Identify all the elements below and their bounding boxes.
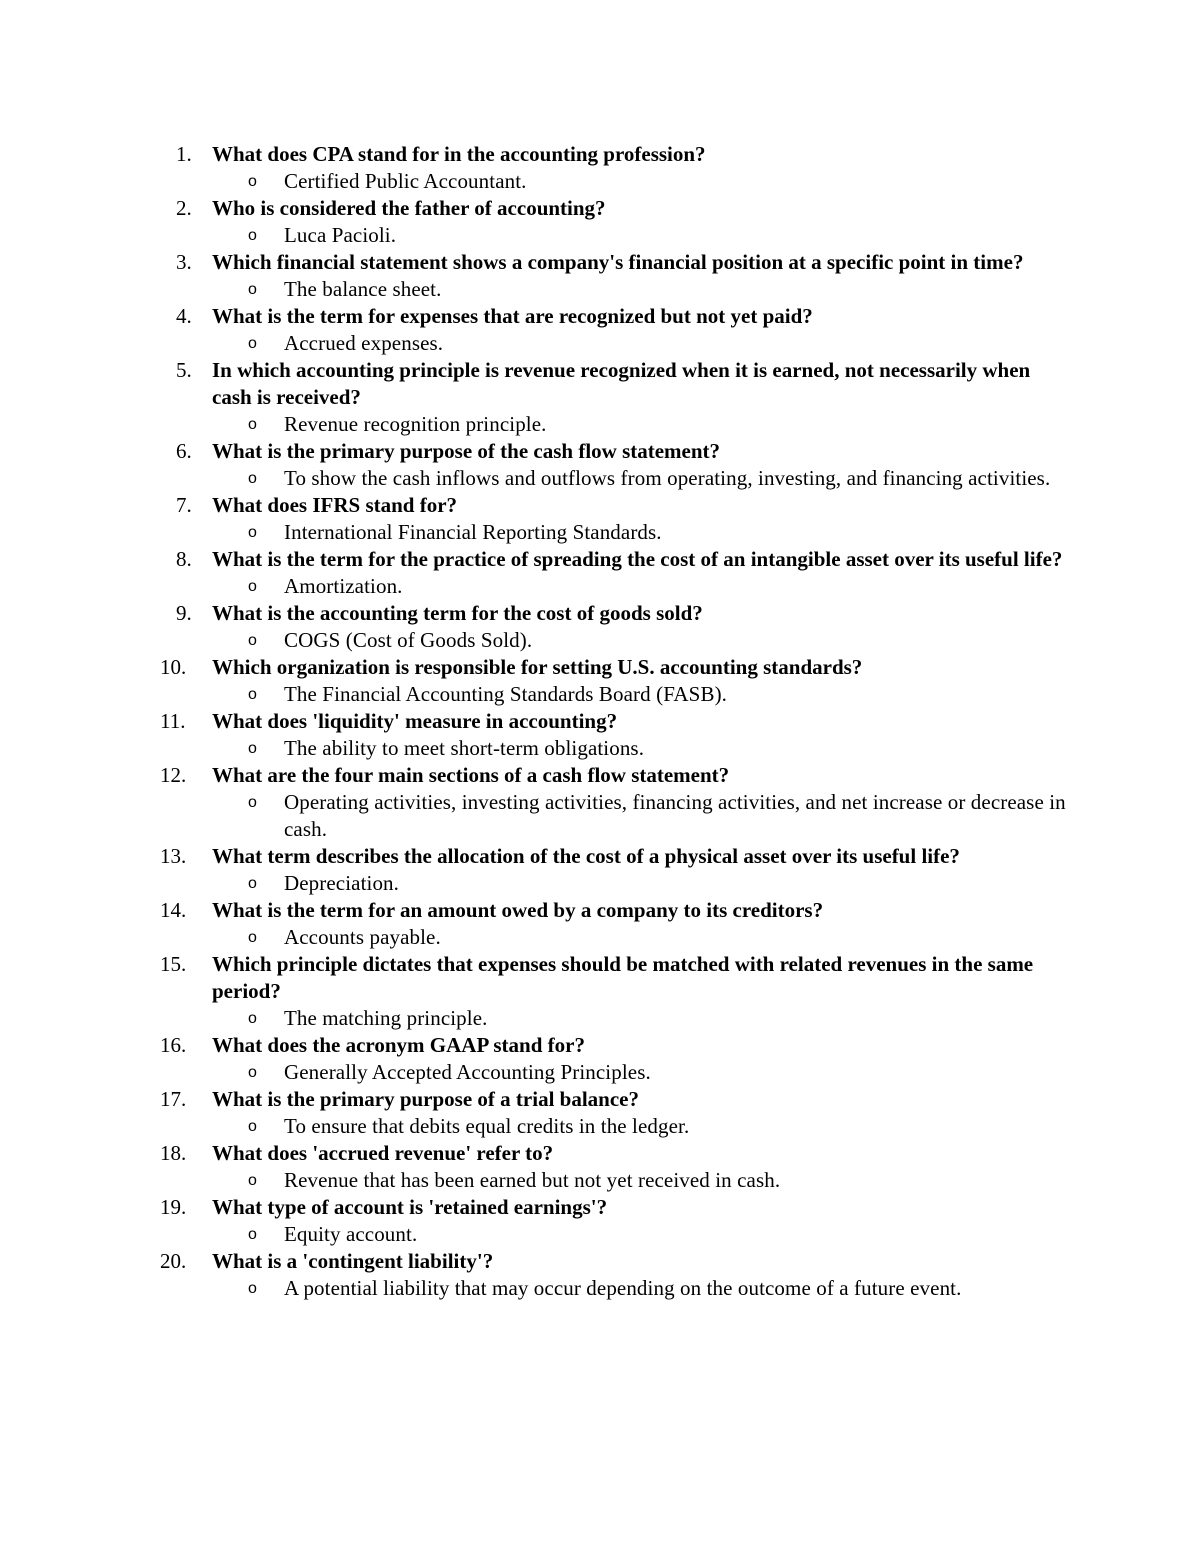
answer-text: Revenue that has been earned but not yet received in cash. — [284, 1168, 781, 1192]
answer-row — [160, 222, 1070, 249]
answer-bullet: o — [248, 1010, 257, 1027]
question-row — [160, 1140, 1070, 1167]
answer-row — [160, 519, 1070, 546]
question-text: What is the term for expenses that are recognized but not yet paid? — [212, 304, 813, 328]
question-row — [160, 141, 1070, 168]
question-number — [160, 1086, 212, 1113]
question-row — [160, 1248, 1070, 1275]
question-row — [160, 600, 1070, 627]
question-text: What does IFRS stand for? — [212, 493, 458, 517]
question-number — [160, 249, 212, 276]
answer-bullet: o — [248, 686, 257, 703]
question-text: Which organization is responsible for setting U.S. accounting standards? — [212, 655, 863, 679]
question-number — [160, 654, 212, 681]
answer-text: COGS (Cost of Goods Sold). — [284, 628, 533, 652]
list-item — [160, 303, 1070, 357]
answer-text: Certified Public Accountant. — [284, 169, 527, 193]
question-row — [160, 1194, 1070, 1221]
question-number-label: 19. — [160, 1195, 187, 1219]
question-number-label: 17. — [160, 1087, 187, 1111]
answer-text: Equity account. — [284, 1222, 418, 1246]
question-row — [160, 546, 1070, 573]
answer-text: Amortization. — [284, 574, 403, 598]
question-number — [160, 438, 212, 465]
question-number-label: 3. — [176, 250, 192, 274]
question-row — [160, 492, 1070, 519]
question-number-label: 20. — [160, 1249, 187, 1273]
answer-text: The Financial Accounting Standards Board (FASB). — [284, 682, 728, 706]
answer-text: The matching principle. — [284, 1006, 488, 1030]
question-number-label: 13. — [160, 844, 187, 868]
answer-row — [160, 1113, 1070, 1140]
question-number — [160, 1140, 212, 1167]
question-text: What is the accounting term for the cost of goods sold? — [212, 601, 703, 625]
question-text: What type of account is 'retained earnings'? — [212, 1195, 608, 1219]
question-text: In which accounting principle is revenue recognized when it is earned, not necessarily when cash is received? — [212, 358, 1031, 409]
question-text: What are the four main sections of a cash flow statement? — [212, 763, 730, 787]
question-text: Which financial statement shows a company's financial position at a specific point in time? — [212, 250, 1024, 274]
list-item — [160, 249, 1070, 303]
question-answer-list — [160, 141, 1070, 1302]
answer-bullet: o — [248, 1118, 257, 1135]
answer-text: Depreciation. — [284, 871, 399, 895]
answer-text: Accounts payable. — [284, 925, 441, 949]
list-item — [160, 951, 1070, 1032]
question-row — [160, 303, 1070, 330]
question-text: What does CPA stand for in the accounting profession? — [212, 142, 706, 166]
answer-row — [160, 1221, 1070, 1248]
answer-text: The ability to meet short-term obligations. — [284, 736, 645, 760]
answer-bullet: o — [248, 1172, 257, 1189]
question-number — [160, 897, 212, 924]
question-number — [160, 1032, 212, 1059]
answer-text: Luca Pacioli. — [284, 223, 397, 247]
list-item — [160, 195, 1070, 249]
answer-row — [160, 789, 1070, 843]
answer-text: Generally Accepted Accounting Principles. — [284, 1060, 651, 1084]
question-number — [160, 546, 212, 573]
question-text: What is the primary purpose of the cash flow statement? — [212, 439, 721, 463]
list-item — [160, 1248, 1070, 1302]
question-number-label: 8. — [176, 547, 192, 571]
question-number — [160, 1248, 212, 1275]
question-text: What is the term for an amount owed by a company to its creditors? — [212, 898, 824, 922]
question-row — [160, 1086, 1070, 1113]
question-text: What is a 'contingent liability'? — [212, 1249, 494, 1273]
answer-bullet: o — [248, 1064, 257, 1081]
answer-text: Accrued expenses. — [284, 331, 444, 355]
question-number — [160, 708, 212, 735]
answer-bullet: o — [248, 578, 257, 595]
list-item — [160, 492, 1070, 546]
list-item — [160, 897, 1070, 951]
question-row — [160, 195, 1070, 222]
list-item — [160, 708, 1070, 762]
list-item — [160, 762, 1070, 843]
question-row — [160, 897, 1070, 924]
question-row — [160, 843, 1070, 870]
list-item — [160, 600, 1070, 654]
question-number-label: 5. — [176, 358, 192, 382]
question-text: What is the primary purpose of a trial balance? — [212, 1087, 639, 1111]
answer-row — [160, 735, 1070, 762]
question-number — [160, 1194, 212, 1221]
answer-bullet: o — [248, 227, 257, 244]
question-row — [160, 762, 1070, 789]
answer-row — [160, 1275, 1070, 1302]
list-item — [160, 357, 1070, 438]
answer-text: Revenue recognition principle. — [284, 412, 547, 436]
question-number — [160, 951, 212, 978]
question-number — [160, 195, 212, 222]
answer-row — [160, 681, 1070, 708]
question-number-label: 11. — [160, 709, 186, 733]
answer-bullet: o — [248, 1280, 257, 1297]
answer-bullet: o — [248, 929, 257, 946]
question-text: What is the term for the practice of spreading the cost of an intangible asset over its useful life? — [212, 547, 1063, 571]
question-number-label: 10. — [160, 655, 187, 679]
answer-row — [160, 573, 1070, 600]
question-text: Which principle dictates that expenses should be matched with related revenues in the same period? — [212, 952, 1034, 1003]
question-number-label: 12. — [160, 763, 187, 787]
answer-text: A potential liability that may occur depending on the outcome of a future event. — [284, 1276, 962, 1300]
answer-text: Operating activities, investing activities, financing activities, and net increase or decrease in cash. — [284, 790, 1066, 841]
question-number — [160, 141, 212, 168]
question-number-label: 1. — [176, 142, 192, 166]
answer-row — [160, 411, 1070, 438]
question-text: What does 'liquidity' measure in accounting? — [212, 709, 618, 733]
question-row — [160, 357, 1070, 411]
answer-row — [160, 924, 1070, 951]
answer-row — [160, 1059, 1070, 1086]
question-number-label: 18. — [160, 1141, 187, 1165]
answer-bullet: o — [248, 281, 257, 298]
question-number-label: 15. — [160, 952, 187, 976]
list-item — [160, 1032, 1070, 1086]
list-item — [160, 546, 1070, 600]
question-number — [160, 303, 212, 330]
list-item — [160, 654, 1070, 708]
list-item — [160, 141, 1070, 195]
question-row — [160, 708, 1070, 735]
question-number-label: 7. — [176, 493, 192, 517]
question-text: Who is considered the father of accounting? — [212, 196, 606, 220]
answer-bullet: o — [248, 632, 257, 649]
question-number — [160, 762, 212, 789]
question-row — [160, 438, 1070, 465]
answer-row — [160, 276, 1070, 303]
question-text: What does the acronym GAAP stand for? — [212, 1033, 585, 1057]
answer-row — [160, 465, 1070, 492]
answer-row — [160, 1005, 1070, 1032]
answer-row — [160, 330, 1070, 357]
answer-bullet: o — [248, 173, 257, 190]
answer-text: To ensure that debits equal credits in the ledger. — [284, 1114, 690, 1138]
answer-bullet: o — [248, 875, 257, 892]
answer-text: The balance sheet. — [284, 277, 442, 301]
list-item — [160, 1194, 1070, 1248]
question-number — [160, 492, 212, 519]
answer-row — [160, 1167, 1070, 1194]
question-number-label: 4. — [176, 304, 192, 328]
question-row — [160, 1032, 1070, 1059]
question-number-label: 9. — [176, 601, 192, 625]
question-number-label: 6. — [176, 439, 192, 463]
answer-bullet: o — [248, 740, 257, 757]
question-number-label: 14. — [160, 898, 187, 922]
question-row — [160, 654, 1070, 681]
answer-bullet: o — [248, 335, 257, 352]
question-row — [160, 249, 1070, 276]
question-text: What does 'accrued revenue' refer to? — [212, 1141, 554, 1165]
answer-bullet: o — [248, 794, 257, 811]
list-item — [160, 1140, 1070, 1194]
answer-row — [160, 870, 1070, 897]
answer-row — [160, 168, 1070, 195]
answer-bullet: o — [248, 416, 257, 433]
answer-text: To show the cash inflows and outflows from operating, investing, and financing activities. — [284, 466, 1051, 490]
question-number-label: 2. — [176, 196, 192, 220]
question-number — [160, 843, 212, 870]
question-number — [160, 600, 212, 627]
question-text: What term describes the allocation of the cost of a physical asset over its useful life? — [212, 844, 960, 868]
list-item — [160, 438, 1070, 492]
answer-bullet: o — [248, 470, 257, 487]
question-row — [160, 951, 1070, 1005]
answer-bullet: o — [248, 524, 257, 541]
answer-text: International Financial Reporting Standards. — [284, 520, 662, 544]
answer-bullet: o — [248, 1226, 257, 1243]
answer-row — [160, 627, 1070, 654]
list-item — [160, 1086, 1070, 1140]
question-number — [160, 357, 212, 384]
question-number-label: 16. — [160, 1033, 187, 1057]
list-item — [160, 843, 1070, 897]
